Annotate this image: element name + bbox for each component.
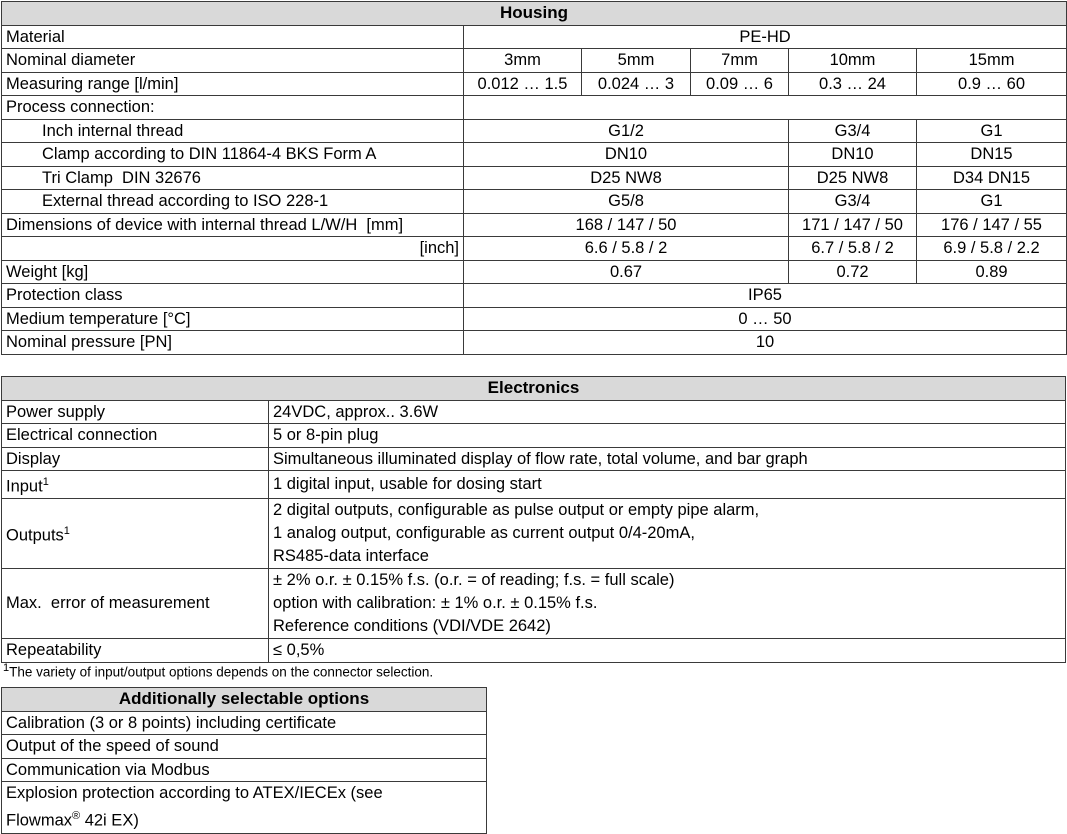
- cell-value: G1/2: [464, 119, 789, 143]
- row-label: Measuring range [l/min]: [2, 72, 464, 96]
- product-suffix: 42i EX): [80, 811, 139, 830]
- cell-value: IP65: [464, 284, 1067, 308]
- table-row: [2, 735, 487, 759]
- table-row: [2, 96, 1067, 120]
- cell-value: DN10: [464, 143, 789, 167]
- table-row: [2, 190, 1067, 214]
- table-row: [2, 237, 1067, 261]
- row-label: Nominal pressure [PN]: [2, 331, 464, 355]
- cell-value: 0.09 … 6: [691, 72, 789, 96]
- cell-value: DN15: [917, 143, 1067, 167]
- options-table: [1, 687, 487, 834]
- text-line: Reference conditions (VDI/VDE 2642): [273, 617, 551, 635]
- row-label: Power supply: [2, 400, 269, 424]
- housing-title: Housing: [2, 2, 1067, 26]
- cell-value: 0 … 50: [464, 307, 1067, 331]
- text-line: option with calibration: ± 1% o.r. ± 0.15% f.s.: [273, 594, 598, 612]
- cell-value: Simultaneous illuminated display of flow rate, total volume, and bar graph: [269, 447, 1066, 471]
- cell-value: [269, 499, 1066, 569]
- text-line: RS485-data interface: [273, 547, 429, 565]
- option-item: Calibration (3 or 8 points) including certificate: [2, 711, 487, 735]
- option-item: Output of the speed of sound: [2, 735, 487, 759]
- cell-value: 10mm: [789, 49, 917, 73]
- cell-value: G3/4: [789, 119, 917, 143]
- product-name: Flowmax: [6, 811, 73, 830]
- row-label: [2, 499, 269, 569]
- cell-value: 1 digital input, usable for dosing start: [269, 471, 1066, 499]
- cell-value: 6.9 / 5.8 / 2.2: [917, 237, 1067, 261]
- row-label: Display: [2, 447, 269, 471]
- table-row: [2, 569, 1066, 639]
- cell-value: 10: [464, 331, 1067, 355]
- cell-value: D25 NW8: [464, 166, 789, 190]
- cell-value: G5/8: [464, 190, 789, 214]
- table-row: [2, 72, 1067, 96]
- cell-value: [269, 569, 1066, 639]
- cell-value: 15mm: [917, 49, 1067, 73]
- option-item: Communication via Modbus: [2, 758, 487, 782]
- footnote-marker: 1: [63, 525, 70, 537]
- cell-value: ≤ 0,5%: [269, 639, 1066, 663]
- row-label: External thread according to ISO 228-1: [2, 190, 464, 214]
- cell-value: G1: [917, 190, 1067, 214]
- table-row: [2, 49, 1067, 73]
- table-row: [2, 331, 1067, 355]
- table-row: [2, 639, 1066, 663]
- cell-value: PE-HD: [464, 25, 1067, 49]
- empty-cell: [464, 96, 1067, 120]
- text-line: Explosion protection according to ATEX/IECEx (see: [6, 784, 383, 802]
- row-label: Nominal diameter: [2, 49, 464, 73]
- table-row: [2, 166, 1067, 190]
- row-label: [inch]: [2, 237, 464, 261]
- footnote-marker: 1: [3, 662, 10, 674]
- table-row: [2, 424, 1066, 448]
- table-row: [2, 758, 487, 782]
- footnote-marker: 1: [42, 476, 49, 488]
- text-line: 2 digital outputs, configurable as pulse output or empty pipe alarm,: [273, 501, 760, 519]
- footnote: [3, 660, 433, 681]
- table-row: [2, 25, 1067, 49]
- cell-value: 0.012 … 1.5: [464, 72, 582, 96]
- row-label: Dimensions of device with internal thread L/W/H [mm]: [2, 213, 464, 237]
- table-row: [2, 260, 1067, 284]
- row-label: Material: [2, 25, 464, 49]
- row-label: [2, 471, 269, 499]
- cell-value: 171 / 147 / 50: [789, 213, 917, 237]
- cell-value: 24VDC, approx.. 3.6W: [269, 400, 1066, 424]
- registered-mark: ®: [72, 810, 81, 822]
- row-label: Inch internal thread: [2, 119, 464, 143]
- input-label: Input: [6, 477, 43, 496]
- cell-value: 3mm: [464, 49, 582, 73]
- cell-value: 176 / 147 / 55: [917, 213, 1067, 237]
- table-row: [2, 119, 1067, 143]
- cell-value: 0.9 … 60: [917, 72, 1067, 96]
- text-line: ± 2% o.r. ± 0.15% f.s. (o.r. = of reading; f.s. = full scale): [273, 571, 675, 589]
- cell-value: 0.3 … 24: [789, 72, 917, 96]
- row-label: Clamp according to DIN 11864-4 BKS Form A: [2, 143, 464, 167]
- row-label: Repeatability: [2, 639, 269, 663]
- row-label: Weight [kg]: [2, 260, 464, 284]
- footnote-text: The variety of input/output options depends on the connector selection.: [9, 664, 434, 680]
- text-line: [6, 805, 482, 833]
- cell-value: 7mm: [691, 49, 789, 73]
- cell-value: D25 NW8: [789, 166, 917, 190]
- table-row: [2, 284, 1067, 308]
- row-label: Max. error of measurement: [2, 569, 269, 639]
- table-row: [2, 400, 1066, 424]
- table-row: [2, 213, 1067, 237]
- cell-value: 0.67: [464, 260, 789, 284]
- outputs-label: Outputs: [6, 526, 64, 545]
- cell-value: 0.89: [917, 260, 1067, 284]
- cell-value: G3/4: [789, 190, 917, 214]
- table-row: [2, 307, 1067, 331]
- table-row: [2, 499, 1066, 569]
- cell-value: 0.024 … 3: [582, 72, 691, 96]
- table-row: [2, 447, 1066, 471]
- row-label: Medium temperature [°C]: [2, 307, 464, 331]
- cell-value: D34 DN15: [917, 166, 1067, 190]
- table-row: [2, 143, 1067, 167]
- electronics-title: Electronics: [2, 377, 1066, 401]
- electronics-table: [1, 376, 1066, 663]
- row-label: Tri Clamp DIN 32676: [2, 166, 464, 190]
- row-label: Electrical connection: [2, 424, 269, 448]
- row-label: Protection class: [2, 284, 464, 308]
- table-row: [2, 782, 487, 834]
- cell-value: 6.7 / 5.8 / 2: [789, 237, 917, 261]
- cell-value: DN10: [789, 143, 917, 167]
- cell-value: 5mm: [582, 49, 691, 73]
- row-label: Process connection:: [2, 96, 464, 120]
- options-title: Additionally selectable options: [2, 688, 487, 712]
- cell-value: 0.72: [789, 260, 917, 284]
- housing-table: [1, 1, 1067, 355]
- text-line: 1 analog output, configurable as current output 0/4-20mA,: [273, 524, 695, 542]
- cell-value: 5 or 8-pin plug: [269, 424, 1066, 448]
- table-row: [2, 471, 1066, 499]
- option-item: [2, 782, 487, 834]
- table-row: [2, 711, 487, 735]
- cell-value: G1: [917, 119, 1067, 143]
- cell-value: 168 / 147 / 50: [464, 213, 789, 237]
- cell-value: 6.6 / 5.8 / 2: [464, 237, 789, 261]
